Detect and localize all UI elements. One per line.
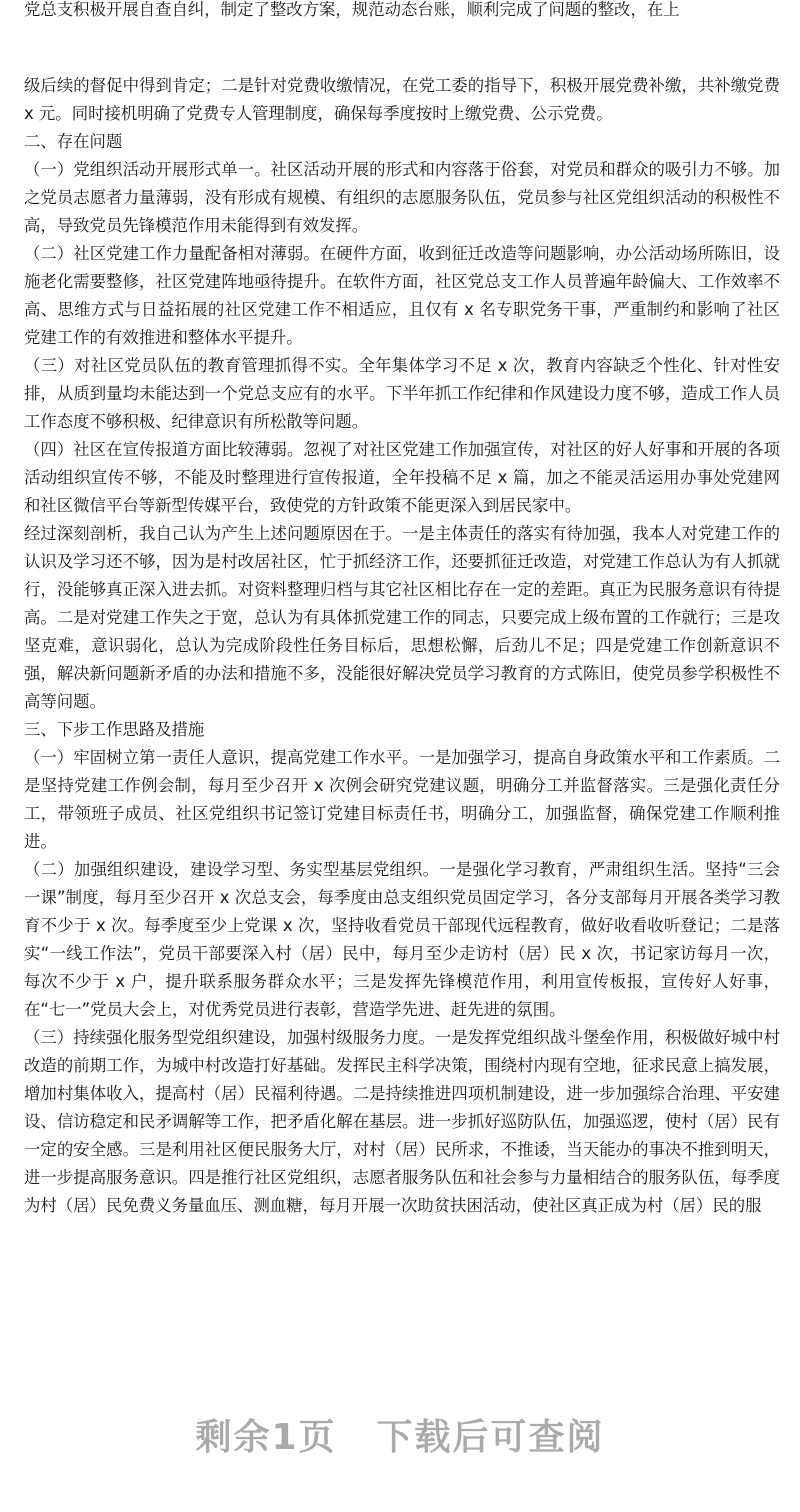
- paragraph: 级后续的督促中得到肯定；二是针对党费收缴情况，在党工委的指导下，积极开展党费补缴，共补缴党费 x 元。同时接机明确了党费专人管理制度，确保每季度按时上缴党费、公示党费。: [24, 76, 780, 123]
- document-body: [24, 72, 780, 1220]
- paragraph: （一）牢固树立第一责任人意识，提高党建工作水平。一是加强学习，提高自身政策水平和工作素质。二是坚持党建工作例会制，每月至少召开 x 次例会研究党建议题，明确分工并监督落实。三是强化责任分工，带领班子成员、社区党组织书记签订党建目标责任书，明确分工，加强监督，确保党建工作顺利推进。: [24, 748, 780, 851]
- paragraph: （二）加强组织建设，建设学习型、务实型基层党组织。一是强化学习教育，严肃组织生活。坚持“三会一课”制度，每月至少召开 x 次总支会，每季度由总支组织党员固定学习，各分支部每月开展各类学习教育不少于 x 次。每季度至少上党课 x 次，坚持收看党员干部现代远程教育，做好收看收听登记；二是落实“一线工作法”，党员干部要深入村（居）民中，每月至少走访村（居）民 x 次，书记家访每月一次，每次不少于 x 户，提升联系服务群众水平；三是发挥先锋模范作用，利用宣传板报，宣传好人好事，在“七一”党员大会上，对优秀党员进行表彰，营造学先进、赶先进的氛围。: [24, 860, 780, 1019]
- paragraph: （四）社区在宣传报道方面比较薄弱。忽视了对社区党建工作加强宣传，对社区的好人好事和开展的各项活动组织宣传不够，不能及时整理进行宣传报道，全年投稿不足 x 篇，加之不能灵活运用办事处党建网和社区微信平台等新型传媒平台，致使党的方针政策不能更深入到居民家中。: [24, 440, 780, 515]
- remaining-pages-label: 剩余1页: [195, 1417, 337, 1458]
- download-to-view-label: 下载后可查阅: [376, 1417, 605, 1458]
- section-heading: 三、下步工作思路及措施: [24, 720, 205, 739]
- top-fragment-line: 党总支积极开展自查自纠，制定了整改方案，规范动态台账，顺利完成了问题的整改，在上: [24, 0, 680, 19]
- paragraph: （三）持续强化服务型党组织建设，加强村级服务力度。一是发挥党组织战斗堡垒作用，积极做好城中村改造的前期工作，为城中村改造打好基础。发挥民主科学决策，围绕村内现有空地，征求民意上搞发展，增加村集体收入，提高村（居）民福利待遇。二是持续推进四项机制建设，进一步加强综合治理、平安建设、信访稳定和民矛调解等工作，把矛盾化解在基层。进一步抓好巡防队伍，加强巡逻，使村（居）民有一定的安全感。三是利用社区便民服务大厅，对村（居）民所求，不推诿，当天能办的事决不推到明天，进一步提高服务意识。四是推行社区党组织，志愿者服务队伍和社会参与力量相结合的服务队伍，每季度为村（居）民免费义务量血压、测血糖，每月开展一次助贫扶困活动，使社区真正成为村（居）民的服: [24, 1028, 780, 1215]
- paragraph: （三）对社区党员队伍的教育管理抓得不实。全年集体学习不足 x 次，教育内容缺乏个性化、针对性安排，从质到量均未能达到一个党总支应有的水平。下半年抓工作纪律和作风建设力度不够，造成工作人员工作态度不够积极、纪律意识有所松散等问题。: [24, 356, 780, 431]
- paragraph: （二）社区党建工作力量配备相对薄弱。在硬件方面，收到征迁改造等问题影响，办公活动场所陈旧，设施老化需要整修，社区党建阵地亟待提升。在软件方面，社区党总支工作人员普遍年龄偏大、工作效率不高、思维方式与日益拓展的社区党建工作不相适应，且仅有 x 名专职党务干事，严重制约和影响了社区党建工作的有效推进和整体水平提升。: [24, 244, 780, 347]
- section-heading: 二、存在问题: [24, 132, 123, 151]
- paragraph: 经过深刻剖析，我自己认为产生上述问题原因在于。一是主体责任的落实有待加强，我本人对党建工作的认识及学习还不够，因为是村改居社区，忙于抓经济工作，还要抓征迁改造，对党建工作总认为有人抓就行，没能够真正深入进去抓。对资料整理归档与其它社区相比存在一定的差距。真正为民服务意识有待提高。二是对党建工作失之于宽，总认为有具体抓党建工作的同志，只要完成上级布置的工作就行；三是攻坚克难，意识弱化，总认为完成阶段性任务目标后，思想松懈，后劲儿不足；四是党建工作创新意识不强，解决新问题新矛盾的办法和措施不多，没能很好解决党员学习教育的方式陈旧，使党员参学积极性不高等问题。: [24, 524, 780, 711]
- top-fragment: [24, 0, 780, 24]
- download-prompt-banner[interactable]: [0, 1410, 800, 1466]
- paragraph: （一）党组织活动开展形式单一。社区活动开展的形式和内容落于俗套，对党员和群众的吸引力不够。加之党员志愿者力量薄弱，没有形成有规模、有组织的志愿服务队伍，党员参与社区党组织活动的积极性不高，导致党员先锋模范作用未能得到有效发挥。: [24, 160, 780, 235]
